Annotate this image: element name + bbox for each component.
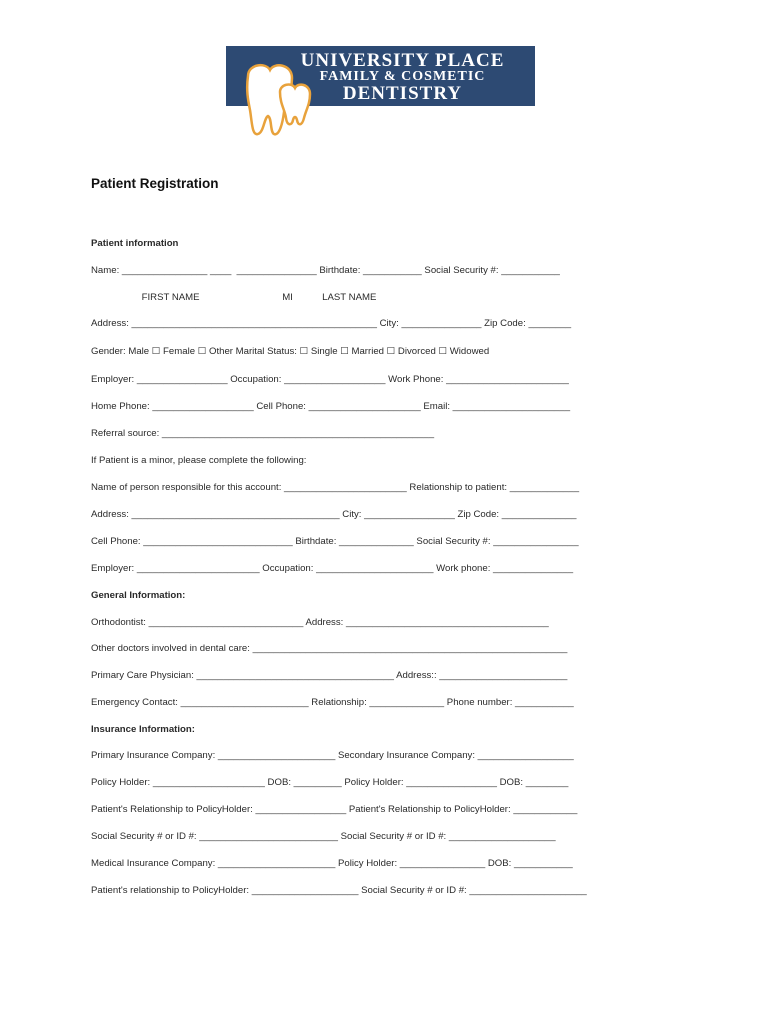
minor-instructions: If Patient is a minor, please complete the following: bbox=[91, 455, 307, 466]
name-sublabels: FIRST NAME MI LAST NAME bbox=[91, 292, 377, 303]
field-orthodontist-row: Orthodontist: _____________________________ Address: ______________________________________ bbox=[91, 617, 549, 628]
field-responsible-address-row: Address: _______________________________________ City: _________________ Zip Code: ______________ bbox=[91, 509, 577, 520]
field-other-doctors-row: Other doctors involved in dental care: ___________________________________________________________ bbox=[91, 643, 568, 654]
field-medical-insurance-row: Medical Insurance Company: ______________________ Policy Holder: ________________ DOB: ___________ bbox=[91, 858, 573, 869]
tooth-logo-icon bbox=[240, 62, 312, 140]
logo-line-3: DENTISTRY bbox=[342, 83, 463, 104]
field-ssn-id-row: Social Security # or ID #: __________________________ Social Security # or ID #: ____________________ bbox=[91, 831, 556, 842]
field-referral-row: Referral source: ___________________________________________________ bbox=[91, 428, 435, 439]
field-employer-row: Employer: _________________ Occupation: ___________________ Work Phone: _______________________ bbox=[91, 374, 569, 385]
field-insurance-company-row: Primary Insurance Company: ______________________ Secondary Insurance Company: __________________ bbox=[91, 750, 574, 761]
logo-line-2: FAMILY & COSMETIC bbox=[319, 69, 486, 84]
section-heading-insurance-information: Insurance Information: bbox=[91, 724, 195, 735]
field-name-row: Name: ________________ ____ _______________ Birthdate: ___________ Social Security #: ___________ bbox=[91, 265, 560, 276]
field-responsible-phone-row: Cell Phone: ____________________________ Birthdate: ______________ Social Security #: ________________ bbox=[91, 536, 579, 547]
field-relationship-policyholder-row: Patient's Relationship to PolicyHolder: _________________ Patient's Relationship to PolicyHolder: ____________ bbox=[91, 804, 578, 815]
field-emergency-contact-row: Emergency Contact: ________________________ Relationship: ______________ Phone number: ___________ bbox=[91, 697, 574, 708]
field-responsible-employer-row: Employer: _______________________ Occupation: ______________________ Work phone: _______________ bbox=[91, 563, 574, 574]
field-responsible-person-row: Name of person responsible for this account: _______________________ Relationship to patient: _____________ bbox=[91, 482, 580, 493]
field-address-row: Address: ______________________________________________ City: _______________ Zip Code: ________ bbox=[91, 318, 572, 329]
field-phone-email-row: Home Phone: ___________________ Cell Phone: _____________________ Email: ______________________ bbox=[91, 401, 571, 412]
field-primary-care-row: Primary Care Physician: _____________________________________ Address:: ________________________ bbox=[91, 670, 568, 681]
section-heading-general-information: General Information: bbox=[91, 590, 186, 601]
field-patient-relationship-row: Patient's relationship to PolicyHolder: ____________________ Social Security # or ID #: ______________________ bbox=[91, 885, 587, 896]
field-policy-holder-row: Policy Holder: _____________________ DOB: _________ Policy Holder: _________________ DOB: ________ bbox=[91, 777, 569, 788]
section-heading-patient-information: Patient information bbox=[91, 238, 179, 249]
page-title: Patient Registration bbox=[91, 176, 219, 191]
logo-line-1: UNIVERSITY PLACE bbox=[300, 50, 505, 71]
field-gender-marital-row: Gender: Male ☐ Female ☐ Other Marital Status: ☐ Single ☐ Married ☐ Divorced ☐ Widowed bbox=[91, 346, 490, 357]
